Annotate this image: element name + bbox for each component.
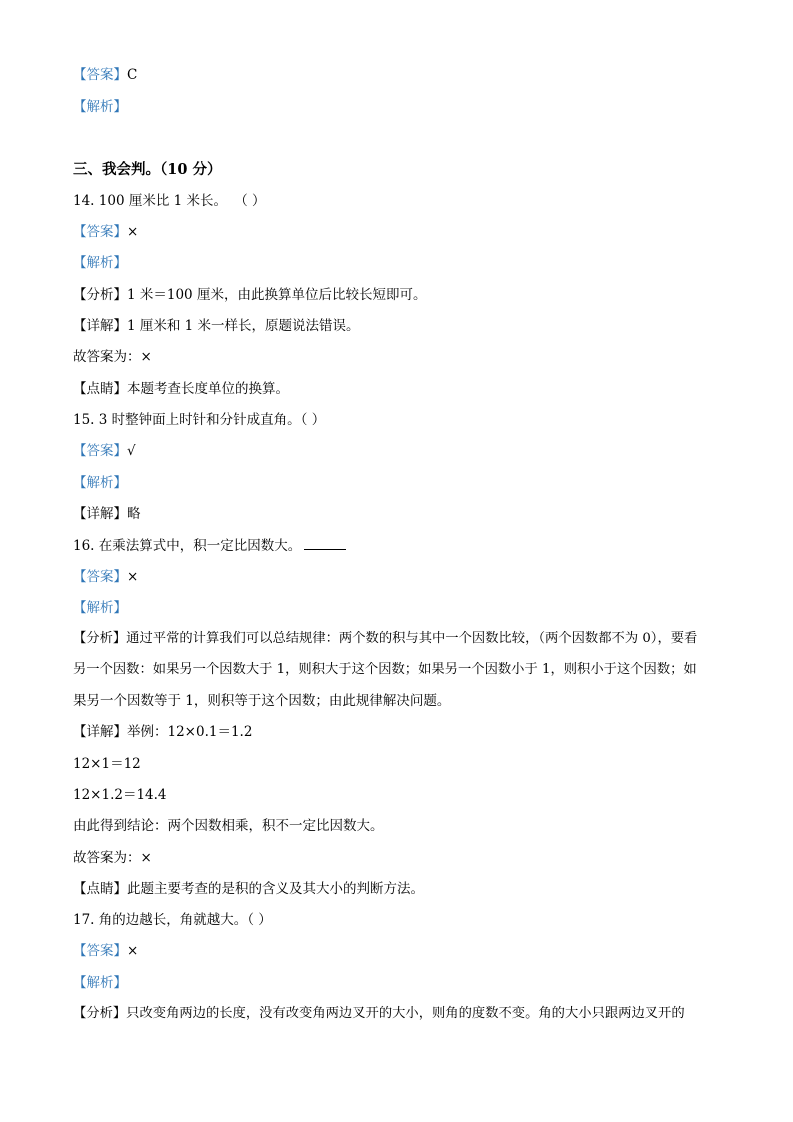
question-text: 14. 100 厘米比 1 米长。 bbox=[73, 193, 227, 209]
analysis-text-16-line1: 【分析】通过平常的计算我们可以总结规律：两个数的积与其中一个因数比较，（两个因数都不为 0），要看 bbox=[73, 631, 698, 646]
example-16-2: 12×1＝12 bbox=[73, 756, 141, 772]
answer-16 bbox=[73, 568, 138, 586]
analysis-text-16-line2: 另一个因数：如果另一个因数大于 1，则积大于这个因数；如果另一个因数小于 1，则积小于这个因数；如 bbox=[73, 662, 697, 677]
answer-17 bbox=[73, 942, 138, 960]
analysis-tag: 【解析】 bbox=[73, 475, 127, 491]
answer-value: × bbox=[127, 943, 139, 959]
question-text: 17. 角的边越长，角就越大。 bbox=[73, 912, 248, 928]
answer-value: √ bbox=[127, 443, 136, 459]
detail-text-14: 【详解】1 厘米和 1 米一样长，原题说法错误。 bbox=[73, 318, 360, 334]
question-17 bbox=[73, 911, 272, 929]
analysis-16 bbox=[73, 599, 127, 617]
question-15 bbox=[73, 411, 325, 429]
question-14 bbox=[73, 192, 266, 210]
analysis-tag: 【解析】 bbox=[73, 255, 127, 271]
conclusion-16: 故答案为：× bbox=[73, 850, 152, 866]
comment-16: 【点睛】此题主要考查的是积的含义及其大小的判断方法。 bbox=[73, 881, 424, 897]
answer-tag: 【答案】 bbox=[73, 569, 127, 585]
section-heading: 三、我会判。（10 分） bbox=[73, 161, 222, 178]
detail-text-16: 【详解】举例：12×0.1＝1.2 bbox=[73, 724, 253, 740]
analysis-text-14: 【分析】1 米＝100 厘米，由此换算单位后比较长短即可。 bbox=[73, 287, 427, 303]
answer-14 bbox=[73, 223, 138, 241]
answer-tag: 【答案】 bbox=[73, 943, 127, 959]
answer-tag: 【答案】 bbox=[73, 443, 127, 459]
answer-tag: 【答案】 bbox=[73, 224, 127, 240]
conclusion-14: 故答案为：× bbox=[73, 349, 152, 365]
question-text: 16. 在乘法算式中，积一定比因数大。 bbox=[73, 538, 302, 554]
analysis-text-17: 【分析】只改变角两边的长度，没有改变角两边叉开的大小，则角的度数不变。角的大小只跟两边叉开的 bbox=[73, 1006, 685, 1021]
answer-paren: （ ） bbox=[247, 912, 272, 928]
example-16-3: 12×1.2＝14.4 bbox=[73, 787, 167, 803]
answer-tag: 【答案】 bbox=[73, 67, 127, 83]
answer-value: × bbox=[127, 224, 139, 240]
answer-13 bbox=[73, 66, 137, 84]
comment-14: 【点睛】本题考查长度单位的换算。 bbox=[73, 381, 289, 397]
answer-value: × bbox=[127, 569, 139, 585]
conclusion-text-16: 由此得到结论：两个因数相乘，积不一定比因数大。 bbox=[73, 818, 384, 834]
question-16 bbox=[73, 536, 346, 555]
detail-text-15: 【详解】略 bbox=[73, 506, 141, 522]
analysis-17 bbox=[73, 974, 127, 992]
analysis-14 bbox=[73, 254, 127, 272]
analysis-text-16-line3: 果另一个因数等于 1，则积等于这个因数；由此规律解决问题。 bbox=[73, 693, 451, 709]
analysis-tag: 【解析】 bbox=[73, 975, 127, 991]
analysis-15 bbox=[73, 474, 127, 492]
answer-blank bbox=[304, 536, 346, 550]
answer-paren: （ ） bbox=[300, 412, 326, 428]
analysis-tag: 【解析】 bbox=[73, 600, 127, 616]
analysis-tag: 【解析】 bbox=[73, 99, 127, 115]
answer-paren: （ ） bbox=[241, 193, 266, 209]
answer-15 bbox=[73, 442, 136, 460]
analysis-13 bbox=[73, 98, 127, 116]
answer-value: C bbox=[127, 67, 138, 83]
question-text: 15. 3 时整钟面上时针和分针成直角。 bbox=[73, 412, 301, 428]
